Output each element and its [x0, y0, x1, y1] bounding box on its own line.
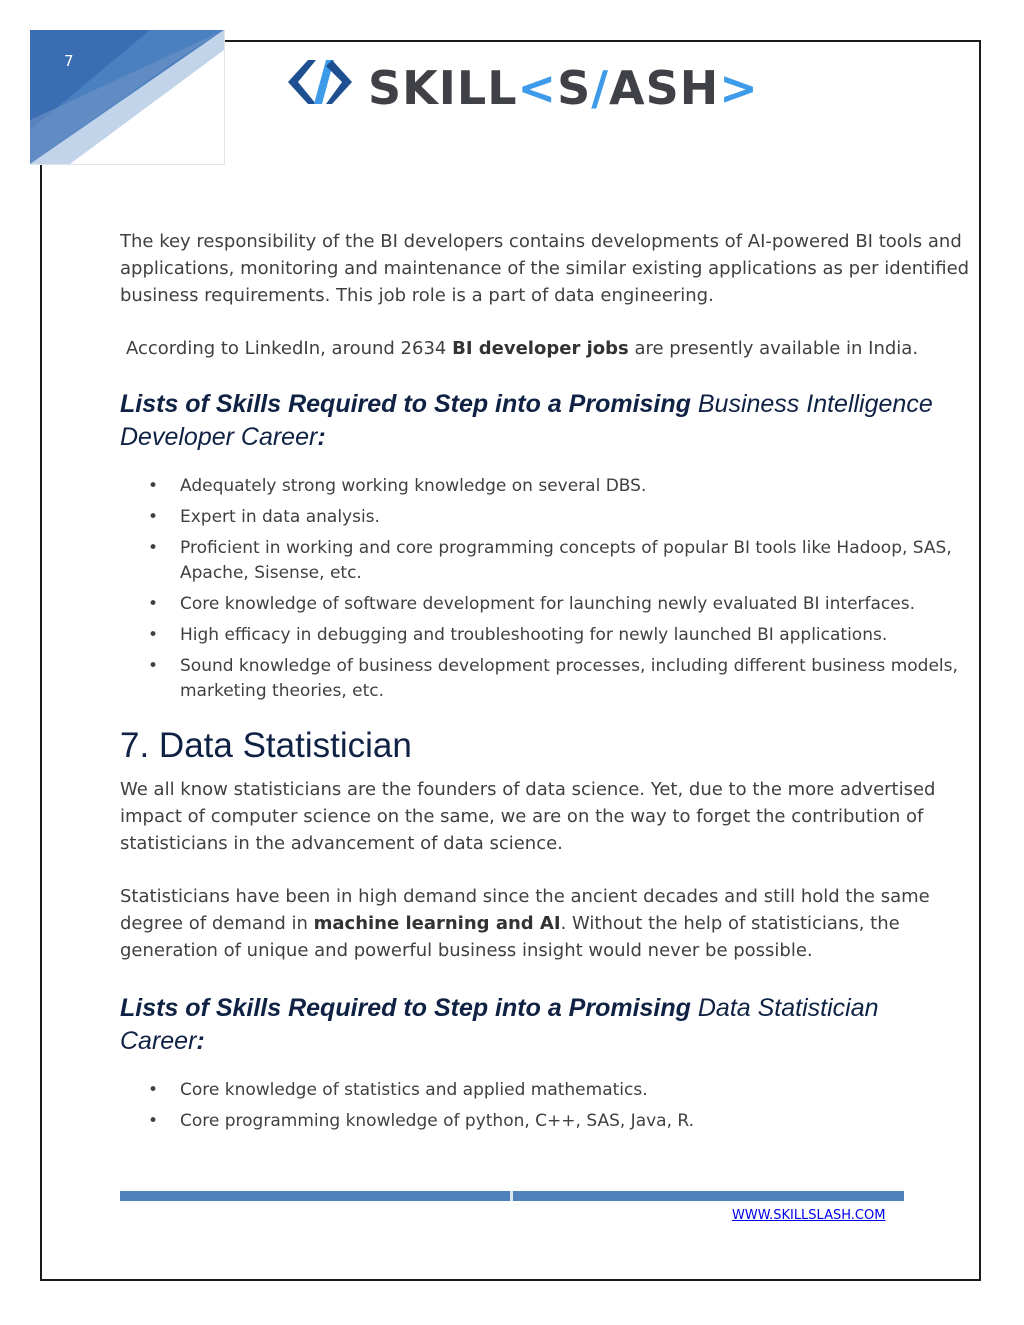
bi-heading-bold: Lists of Skills Required to Step into a Promising [120, 390, 691, 418]
logo-part-skill: SKILL [368, 61, 518, 115]
stat-text-end: . Without the help of statisticians, the generation of unique and powerful business insight would never be possible. [120, 913, 900, 961]
skillslash-logo-icon [286, 56, 354, 108]
stat-text-start: Statisticians have been in high demand since the ancient decades and still hold the same degree of demand in [120, 886, 930, 934]
linkedin-paragraph [126, 335, 970, 362]
list-item: • Adequately strong working knowledge on several DBS. [120, 474, 970, 499]
logo-part-s: S [557, 61, 592, 115]
bi-heading-normal: Business Intelligence Developer Career [120, 390, 933, 451]
stat-bold-text: machine learning and AI [313, 913, 561, 934]
intro-paragraph: The key responsibility of the BI developers contains developments of AI-powered BI tools and applications, monitoring and maintenance of the similar existing applications as per identified business requirements. This job role is a part of data engineering. [120, 231, 970, 306]
list-item: • Core knowledge of software development for launching newly evaluated BI interfaces. [120, 592, 970, 617]
footer-divider [120, 1191, 904, 1201]
list-item: • Sound knowledge of business development processes, including different business models, marketing theories, etc. [120, 654, 970, 704]
stat-heading-bold: Lists of Skills Required to Step into a Promising [120, 994, 691, 1022]
logo-wordmark [368, 62, 759, 114]
statistician-paragraph-1: We all know statisticians are the founders of data science. Yet, due to the more advertised impact of computer science on the same, we are on the way to forget the contribution of statisticians in the advancement of data science. [120, 779, 936, 854]
list-item: • Core programming knowledge of python, C++, SAS, Java, R. [120, 1109, 970, 1134]
logo-part-slash: / [591, 61, 610, 115]
logo-part-ash: ASH [609, 61, 720, 115]
list-item: • Proficient in working and core programming concepts of popular BI tools like Hadoop, SAS, Apache, Sisense, etc. [120, 536, 970, 586]
stat-skills-list [120, 1078, 970, 1134]
stat-heading-normal: Data Statistician Career [120, 994, 879, 1055]
statistician-paragraph-2 [120, 883, 970, 964]
section-title: 7. Data Statistician [120, 726, 412, 765]
stat-heading-colon: : [196, 1027, 205, 1055]
footer-divider-seam [510, 1191, 513, 1201]
linkedin-bold-text: BI developer jobs [452, 338, 629, 359]
list-item: • Expert in data analysis. [120, 505, 970, 530]
bi-skills-heading [120, 388, 970, 454]
page-content [120, 228, 970, 1140]
list-item: • Core knowledge of statistics and applied mathematics. [120, 1078, 970, 1103]
list-item: • High efficacy in debugging and troubleshooting for newly launched BI applications. [120, 623, 970, 648]
logo-part-gt: > [719, 61, 759, 115]
linkedin-text-start: According to LinkedIn, around 2634 [126, 338, 453, 359]
website-link[interactable]: WWW.SKILLSLASH.COM [732, 1208, 886, 1223]
bi-skills-list [120, 474, 970, 704]
stat-skills-heading [120, 992, 970, 1058]
linkedin-text-end: are presently available in India. [628, 338, 919, 359]
page-corner-decoration [30, 30, 225, 165]
logo-part-lt: < [517, 61, 558, 115]
bi-heading-colon: : [317, 423, 326, 451]
page-number: 7 [64, 52, 74, 70]
